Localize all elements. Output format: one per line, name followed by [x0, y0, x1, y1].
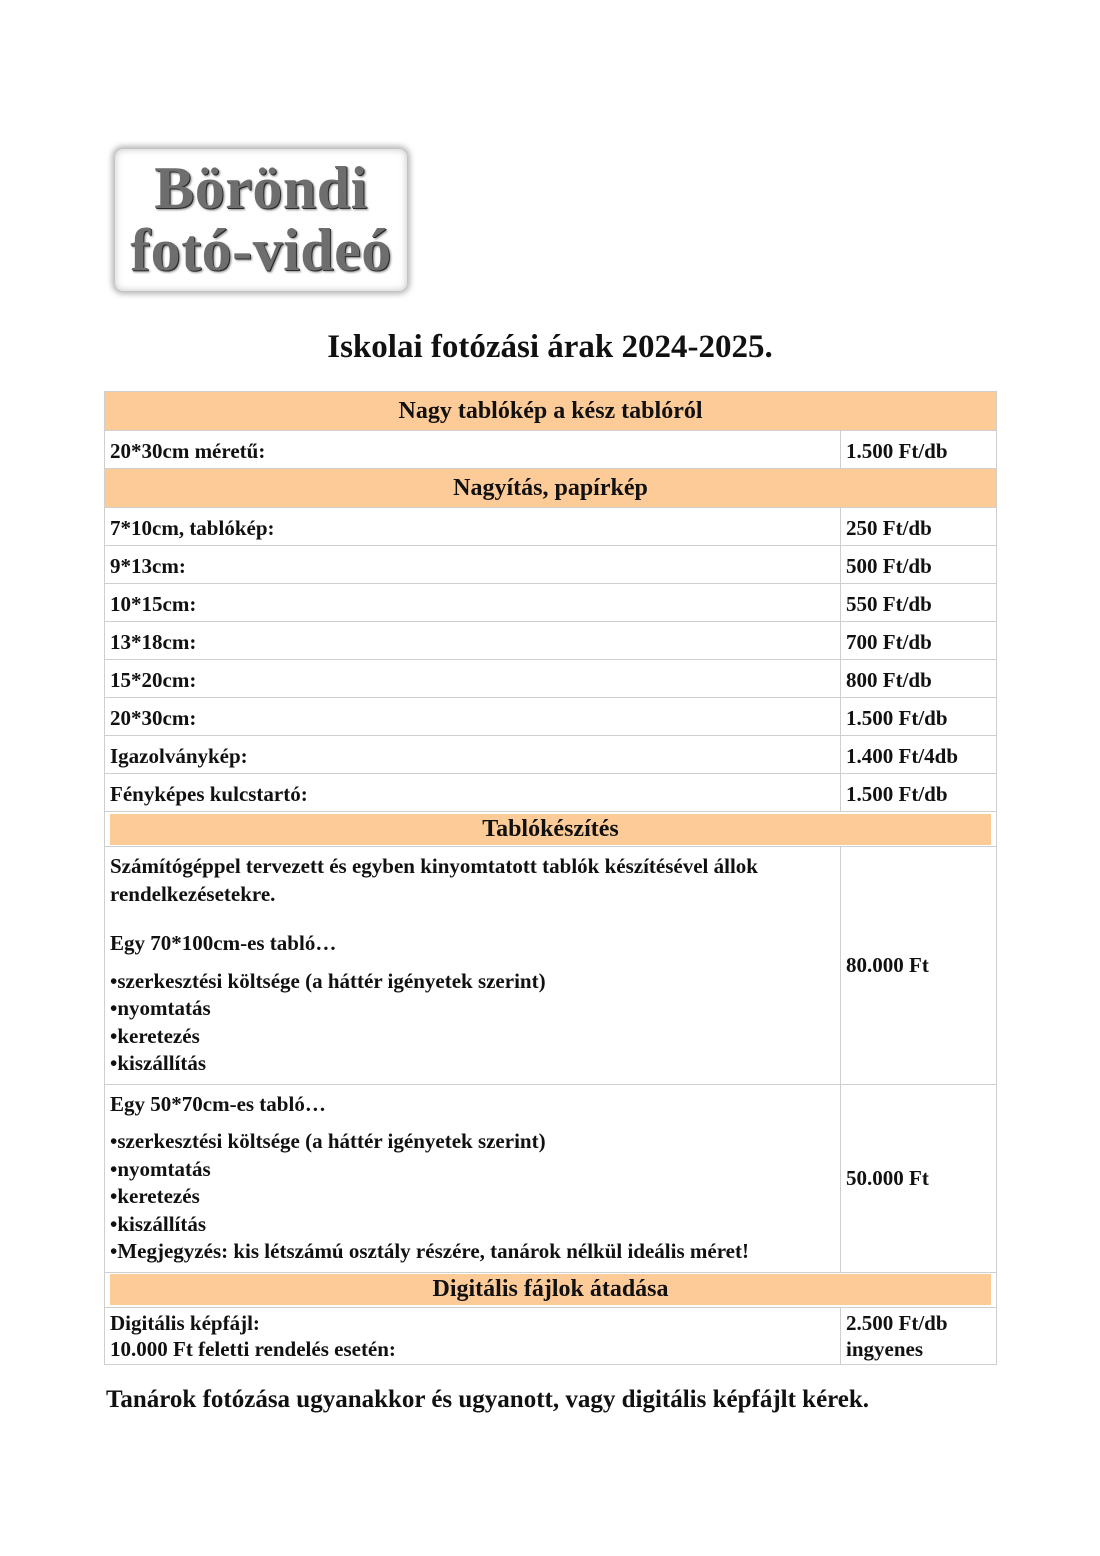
- item-price: 700 Ft/db: [841, 622, 997, 660]
- section-header-row: [105, 392, 997, 431]
- digital-price: [841, 1307, 997, 1364]
- section-header-row: [105, 812, 997, 847]
- intro-line-2: rendelkezésetekre.: [110, 881, 276, 906]
- section-heading-tablokeszites: Tablókészítés: [110, 814, 991, 845]
- table-row: [105, 660, 997, 698]
- bullet-item: •nyomtatás: [110, 996, 211, 1020]
- item-label: 15*20cm:: [105, 660, 841, 698]
- table-row: [105, 1307, 997, 1364]
- section-heading-nagyitas: Nagyítás, papírkép: [105, 469, 997, 508]
- item-price: 550 Ft/db: [841, 584, 997, 622]
- item-price: 1.500 Ft/db: [841, 774, 997, 812]
- item-price: 1.500 Ft/db: [841, 698, 997, 736]
- item-label: 20*30cm méretű:: [105, 431, 841, 469]
- bullet-item: •kiszállítás: [110, 1051, 207, 1075]
- item-price: 1.400 Ft/4db: [841, 736, 997, 774]
- table-row: [105, 774, 997, 812]
- section-heading-cell: [105, 1272, 997, 1307]
- price-table: [104, 391, 997, 1365]
- digital-label-line-1: Digitális képfájl:: [110, 1310, 260, 1335]
- bullet-item: •szerkesztési költsége (a háttér igényetek szerint): [110, 1129, 546, 1153]
- table-row: [105, 508, 997, 546]
- item-label: 20*30cm:: [105, 698, 841, 736]
- option-1-title: Egy 70*100cm-es tabló…: [110, 931, 337, 955]
- footer-note: Tanárok fotózása ugyanakkor és ugyanott, vagy digitális képfájlt kérek.: [106, 1386, 870, 1413]
- table-row: [105, 584, 997, 622]
- option-1-price: 80.000 Ft: [841, 847, 997, 1085]
- logo-line-1: Böröndi: [154, 155, 368, 221]
- table-row: [105, 736, 997, 774]
- item-price: 1.500 Ft/db: [841, 431, 997, 469]
- bullet-item: •nyomtatás: [110, 1156, 211, 1181]
- section-heading-digitalis: Digitális fájlok átadása: [110, 1274, 991, 1305]
- item-label: 13*18cm:: [105, 622, 841, 660]
- section-heading-tablo-kep: Nagy tablókép a kész tablóról: [105, 392, 997, 431]
- tablo-option-2-description: [105, 1084, 841, 1272]
- bullet-item: •kiszállítás: [110, 1211, 207, 1236]
- bullet-item: •Megjegyzés: kis létszámú osztály részére, tanárok nélkül ideális méret!: [110, 1239, 749, 1263]
- bullet-item: •keretezés: [110, 1184, 200, 1208]
- page-title: Iskolai fotózási árak 2024-2025.: [327, 329, 773, 365]
- item-label: 9*13cm:: [105, 546, 841, 584]
- bullet-item: •keretezés: [110, 1023, 200, 1048]
- digital-label-line-2: 10.000 Ft feletti rendelés esetén:: [110, 1336, 396, 1361]
- table-row: [105, 1084, 997, 1272]
- item-price: 800 Ft/db: [841, 660, 997, 698]
- section-header-row: [105, 469, 997, 508]
- item-label: 10*15cm:: [105, 584, 841, 622]
- table-row: [105, 546, 997, 584]
- intro-line-1: Számítógéppel tervezett és egyben kinyomtatott tablók készítésével állok: [110, 854, 758, 878]
- table-row: [105, 622, 997, 660]
- digital-price-line-2: ingyenes: [846, 1336, 924, 1361]
- option-2-price: 50.000 Ft: [841, 1084, 997, 1272]
- item-label: Fényképes kulcstartó:: [105, 774, 841, 812]
- logo-line-2: fotó-videó: [130, 217, 392, 283]
- item-price: 250 Ft/db: [841, 508, 997, 546]
- digital-price-line-1: 2.500 Ft/db: [846, 1310, 948, 1335]
- item-label: 7*10cm, tablókép:: [105, 508, 841, 546]
- table-row: [105, 847, 997, 1085]
- brand-logo: [115, 149, 407, 291]
- option-2-title: Egy 50*70cm-es tabló…: [110, 1091, 326, 1116]
- table-row: [105, 431, 997, 469]
- tablo-option-1-description: [105, 847, 841, 1085]
- item-price: 500 Ft/db: [841, 546, 997, 584]
- table-row: [105, 698, 997, 736]
- section-heading-cell: [105, 812, 997, 847]
- bullet-item: •szerkesztési költsége (a háttér igényetek szerint): [110, 968, 546, 993]
- section-header-row: [105, 1272, 997, 1307]
- digital-label: [105, 1307, 841, 1364]
- item-label: Igazolványkép:: [105, 736, 841, 774]
